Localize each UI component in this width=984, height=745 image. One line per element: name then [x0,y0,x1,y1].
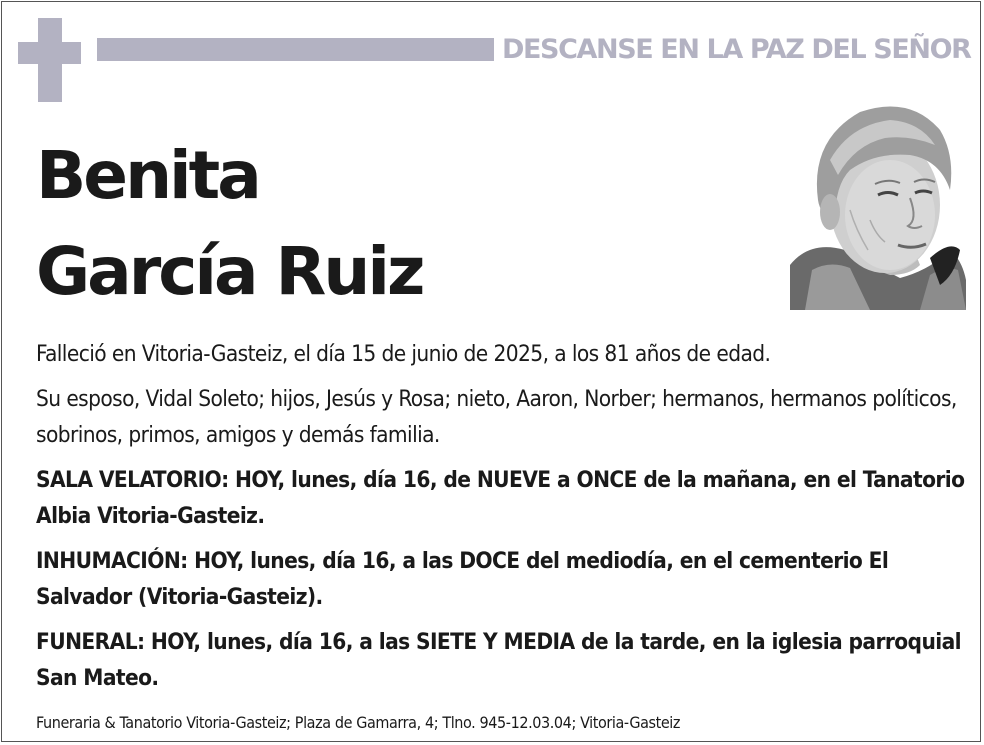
first-name: Benita [36,137,259,214]
family-list: Su esposo, Vidal Soleto; hijos, Jesús y Rosa; nieto, Aaron, Norber; hermanos, hermanos políticos, sobrinos, primos, amigos y demás familia. [36,386,957,448]
header-bar [97,38,494,61]
deceased-name [36,128,422,320]
wake-info: SALA VELATORIO: HOY, lunes, día 16, de NUEVE a ONCE de la mañana, en el Tanatorio Albia Vitoria-Gasteiz. [36,467,965,529]
funeral-home-footer: Funeraria & Tanatorio Vitoria-Gasteiz; Plaza de Gamarra, 4; Tlno. 945-12.03.04; Vitoria-Gasteiz [36,713,681,732]
death-statement: Falleció en Vitoria-Gasteiz, el día 15 de junio de 2025, a los 81 años de edad. [36,341,771,367]
burial-info: INHUMACIÓN: HOY, lunes, día 16, a las DOCE del mediodía, en el cementerio El Salvador (Vitoria-Gasteiz). [36,548,889,610]
header-slogan: DESCANSE EN LA PAZ DEL SEÑOR [502,34,971,65]
funeral-info: FUNERAL: HOY, lunes, día 16, a las SIETE Y MEDIA de la tarde, en la iglesia parroquial San Mateo. [36,629,961,691]
portrait-photo [790,100,966,310]
surnames: García Ruiz [36,233,423,310]
